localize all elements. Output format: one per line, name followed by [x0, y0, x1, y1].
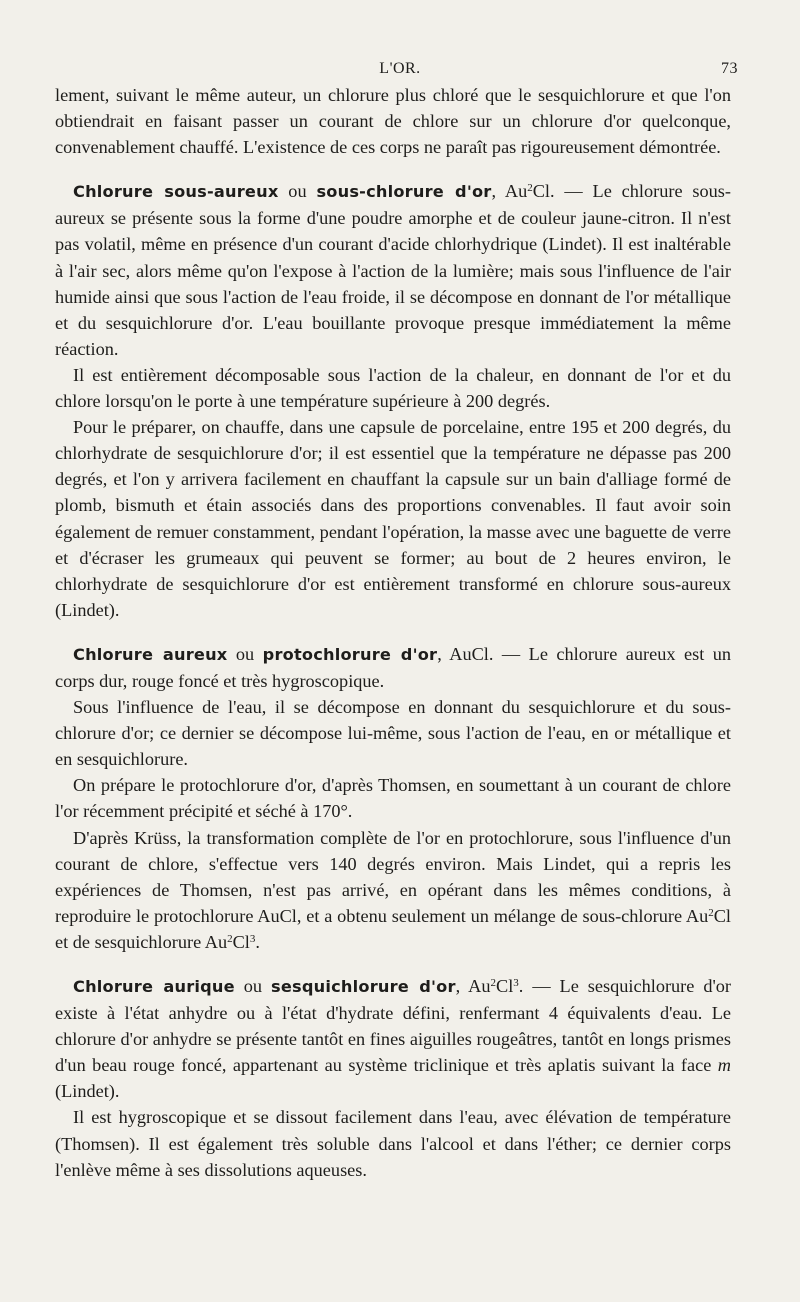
paragraph-continuation: lement, suivant le même auteur, un chlorure plus chloré que le sesquichlorure et que l'on obtiendrait en faisant passer un courant de chlore sur un chlorure d'or quelconque, convenablement chauffé. L'existence de ces corps ne paraît pas rigoureusement démontrée.: [55, 85, 731, 158]
conjunction: ou: [278, 181, 317, 202]
page-header: [0, 60, 800, 82]
section-title-sesquichlorure: sesquichlorure d'or: [271, 977, 456, 996]
section-protochlorure: [55, 641, 731, 694]
section-text: (Lindet).: [55, 1081, 120, 1102]
running-title: L'OR.: [379, 60, 421, 77]
formula-superscript: 3: [513, 977, 519, 989]
paragraph: Sous l'influence de l'eau, il se décompose en donnant du sesquichlorure et du sous-chlorure d'or; ce dernier se décompose lui-même, sous l'action de l'eau, en or métallique et en sesquichlorure.: [55, 697, 731, 770]
section-text: — Le chlorure sous-aureux se présente sous la forme d'une poudre amorphe et de couleur jaune-citron. Il n'est pas volatil, même en présence d'un courant d'acide chlorhydrique (Lindet). Il est inaltérable à l'air sec, alors même qu'on l'expose à l'action de la lumière; mais sous l'influence de l'air humide ainsi que sous l'action de l'eau froide, il se décompose en donnant de l'or métallique et du sesquichlorure d'or. L'eau bouillante provoque presque immédiatement la même réaction.: [55, 181, 732, 359]
section-title-aurique: Chlorure aurique: [73, 977, 235, 996]
formula-suffix: .: [518, 976, 524, 996]
formula-superscript: 2: [527, 182, 533, 195]
section-text: — Le sesquichlorure d'or existe à l'état anhydre ou à l'état d'hydrate défini, renfermant 4 équivalents d'eau. Le chlorure d'or anhydre se présente tantôt en fines aiguilles rougeâtres, tantôt en longs prismes d'un beau rouge foncé, appartenant au système triclinique et très aplatis suivant la face: [55, 976, 731, 1076]
formula: , AuCl.: [437, 643, 494, 664]
text-run: .: [255, 931, 260, 952]
face-label: m: [717, 1055, 731, 1076]
formula-suffix: Cl.: [532, 181, 555, 202]
section-title-aureux: Chlorure aureux: [73, 644, 228, 664]
formula-prefix: , Au: [455, 976, 491, 996]
section-sesquichlorure: [55, 973, 731, 1104]
formula-superscript: 2: [708, 906, 714, 919]
page-number: 73: [721, 60, 738, 77]
text-body: [55, 82, 731, 1183]
formula-superscript: 2: [227, 932, 233, 945]
conjunction: ou: [234, 976, 272, 996]
section-sous-chlorure: [55, 178, 731, 362]
section-title-protochlorure: protochlorure d'or: [262, 644, 438, 664]
paragraph: Il est entièrement décomposable sous l'action de la chaleur, en donnant de l'or et du chlore lorsqu'on le porte à une température supérieure à 200 degrés.: [55, 364, 731, 412]
paragraph: On prépare le protochlorure d'or, d'après Thomsen, en soumettant à un courant de chlore l'or récemment précipité et séché à 170°.: [55, 775, 731, 822]
text-run: Cl et de sesquichlorure Au: [55, 905, 731, 952]
section-text: — Le chlorure aureux est un corps dur, rouge foncé et très hygroscopique.: [55, 643, 732, 691]
paragraph-kruss: [55, 825, 731, 955]
text-run: D'après Krüss, la transformation complète de l'or en protochlorure, sous l'influence d'un courant de chlore, s'effectue vers 140 degrés environ. Mais Lindet, qui a repris les expériences de Thomsen, n'est pas arrivé, en opérant dans les mêmes conditions, à reproduire le protochlorure AuCl, et a obtenu seulement un mélange de sous-chlorure Au: [55, 827, 731, 926]
section-title-sous-aureux: Chlorure sous-aureux: [73, 182, 279, 202]
section-title-sous-chlorure: sous-chlorure d'or: [316, 182, 492, 202]
formula-prefix: , Au: [491, 181, 528, 202]
text-run: Cl: [232, 931, 250, 952]
conjunction: ou: [227, 643, 263, 664]
formula-superscript: 3: [249, 932, 256, 945]
paragraph: Pour le préparer, on chauffe, dans une capsule de porcelaine, entre 195 et 200 degrés, du chlorhydrate de sesquichlorure d'or; il est essentiel que la température ne dépasse pas 200 degrés, et l'on y arrivera facilement en chauffant la capsule sur un bain d'alliage formé de plomb, bismuth et étain associés dans des proportions convenables. Il faut avoir soin également de remuer constamment, pendant l'opération, la masse avec une baguette de verre et d'écraser les grumeaux qui peuvent se former; au bout de 2 heures environ, le chlorhydrate de sesquichlorure d'or est entièrement transformé en chlorure sous-aureux (Lindet).: [55, 417, 731, 620]
formula-superscript: 2: [490, 977, 497, 989]
paragraph: Il est hygroscopique et se dissout facilement dans l'eau, avec élévation de température (Thomsen). Il est également très soluble dans l'alcool et dans l'éther; ce dernier corps l'enlève même à ses dissolutions aqueuses.: [55, 1107, 731, 1180]
formula-mid: Cl: [496, 976, 514, 996]
